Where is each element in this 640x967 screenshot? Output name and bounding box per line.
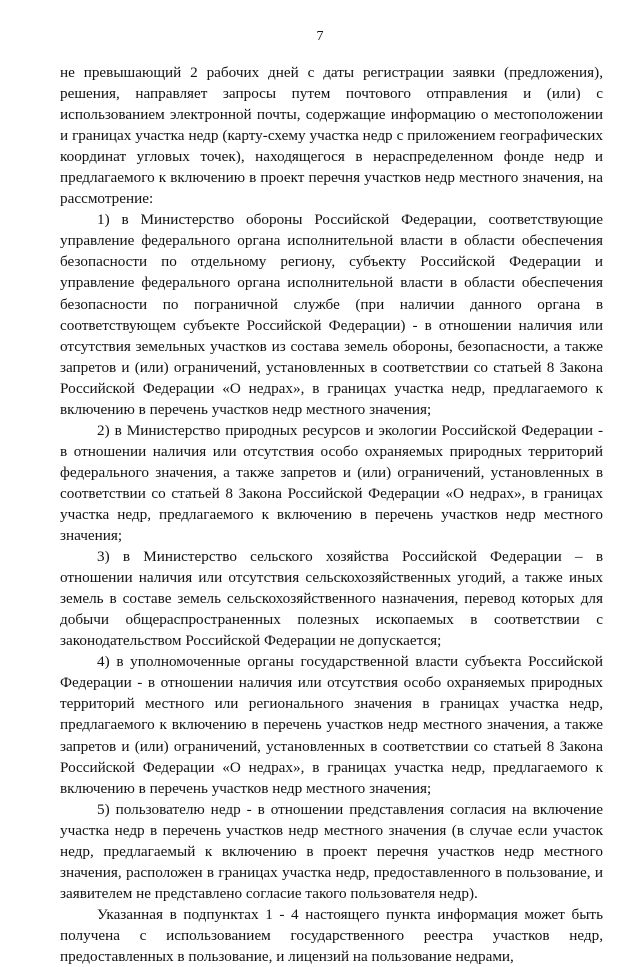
document-body xyxy=(60,62,603,967)
paragraph-item-5: 5) пользователю недр - в отношении представления согласия на включение участка недр в перечень участков недр местного значения (в случае если участок недр, предлагаемый к включению в проект перечня участков недр местного значения, расположен в границах участка недр, предоставленного в пользование, и заявителем не представлено согласие такого пользователя недр). xyxy=(60,800,603,902)
paragraph-item-3: 3) в Министерство сельского хозяйства Российской Федерации – в отношении наличия или отсутствия сельскохозяйственных угодий, а также иных земель в составе земель сельскохозяйственного назначения, перевод которых для добычи общераспространенных полезных ископаемых в соответствии с законодательством Российской Федерации не допускается; xyxy=(60,548,603,650)
paragraph-item-2: 2) в Министерство природных ресурсов и экологии Российской Федерации - в отношении наличия или отсутствия особо охраняемых природных территорий федерального значения, а также запретов и (или) ограничений, установленных в соответствии со статьей 8 Закона Российской Федерации «О недрах», в границах участка недр, предлагаемого к включению в перечень участков недр местного значения; xyxy=(60,421,603,545)
page-number: 7 xyxy=(316,29,324,44)
paragraph-closing: Указанная в подпунктах 1 - 4 настоящего пункта информация может быть получена с использованием государственного реестра участков недр, предоставленных в пользование, и лицензий на пользование недрами, xyxy=(60,905,603,965)
paragraph-item-4: 4) в уполномоченные органы государственной власти субъекта Российской Федерации - в отношении наличия или отсутствия особо охраняемых природных территорий местного или регионального значения в границах участка недр, предлагаемого к включению в перечень участков недр местного значения, а также запретов и (или) ограничений, установленных в соответствии со статьей 8 Закона Российской Федерации «О недрах», в границах участка недр, предлагаемого к включению в перечень участков недр местного значения; xyxy=(60,653,603,797)
paragraph-intro: не превышающий 2 рабочих дней с даты регистрации заявки (предложения), решения, направляет запросы путем почтового отправления и (или) с использованием электронной почты, содержащие информацию о местоположении и границах участка недр (карту-схему участка недр с приложением географических координат угловых точек), находящегося в нераспределенном фонде недр и предлагаемого к включению в проект перечня участков недр местного значения, на рассмотрение: xyxy=(60,64,603,208)
paragraph-item-1: 1) в Министерство обороны Российской Федерации, соответствующие управление федерального органа исполнительной власти в области обеспечения безопасности по отдельному регионy, субъекту Российской Федерации и управление федерального органа исполнительной власти в области обеспечения безопасности по пограничной службе (при наличии данного органа в соответствующем субъекте Российской Федерации) - в отношении наличия или отсутствия земельных участков из состава земель обороны, безопасности, а также запретов и (или) ограничений, установленных в соответствии со статьей 8 Закона Российской Федерации «О недрах», в границах участка недр, предлагаемого к включению в перечень участков недр местного значения; xyxy=(60,211,603,418)
